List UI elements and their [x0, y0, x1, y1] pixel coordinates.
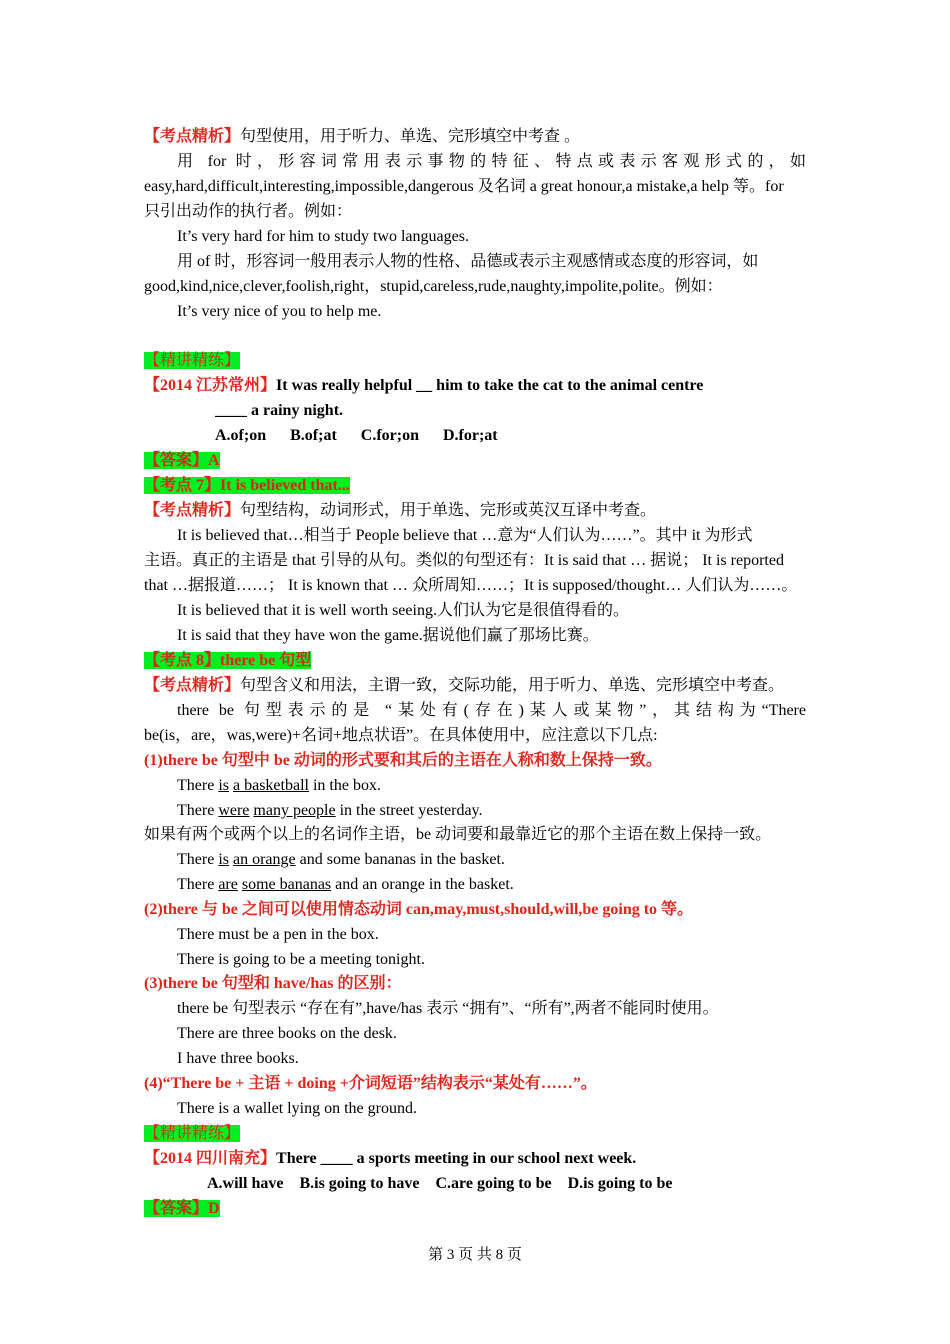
- ex1-option-a: A.of;on: [215, 427, 267, 444]
- k8-point-2: (2)there 与 be 之间可以使用情态动词 can,may,must,should,will,be going to 等。: [144, 901, 694, 918]
- k7-title: [144, 477, 350, 494]
- ex1-option-c: C.for;on: [360, 427, 419, 444]
- k8-point-1: (1)there be 句型中 be 动词的形式要和其后的主语在人称和数上保持一致。: [144, 752, 662, 769]
- k8-example-2: [177, 798, 806, 823]
- ex2-answer: [144, 1200, 220, 1217]
- k8-example-2-a: There: [177, 802, 219, 819]
- k8-example-6: There is going to be a meeting tonight.: [177, 951, 425, 968]
- ex1-option-b: B.of;at: [290, 427, 337, 444]
- k7-example-2: It is said that they have won the game.据说他们赢了那场比赛。: [177, 627, 599, 644]
- k8-example-4-rest: and an orange in the basket.: [331, 876, 514, 893]
- s1-line-4: 只引出动作的执行者。例如：: [144, 203, 353, 220]
- k8-title-line: [144, 648, 806, 673]
- s1-example-2: It’s very nice of you to help me.: [177, 303, 382, 320]
- k8-example-7: there be 句型表示 “存在有”,have/has 表示 “拥有”、“所有”,两者不能同时使用。: [177, 1000, 719, 1017]
- ex1-header-line: [144, 348, 806, 373]
- k7-line-3: that …据报道……； It is known that … 众所周知……；It is supposed/thought… 人们认为……。: [144, 577, 798, 594]
- k7-title-tag: 【考点 7】: [144, 477, 221, 494]
- k7-analysis-text: 句型结构，动词形式，用于单选、完形或英汉互译中考查。: [240, 502, 657, 519]
- ex2-answer-value: D: [208, 1200, 220, 1217]
- k7-title-line: [144, 473, 806, 498]
- k8-example-4-a: There: [177, 876, 219, 893]
- ex2-option-d: D.is going to be: [567, 1175, 673, 1192]
- ex1-options: [215, 423, 806, 448]
- ex1-source-tag: 【2014 江苏常州】: [144, 377, 277, 394]
- k8-example-2-rest: in the street yesterday.: [335, 802, 483, 819]
- ex2-source-tag: 【2014 四川南充】: [144, 1150, 277, 1167]
- analysis-tag: 【考点精析】: [144, 128, 241, 145]
- ex2-header-line: [144, 1121, 806, 1146]
- s1-line-1: [144, 124, 806, 149]
- s1-line-7: good,kind,nice,clever,foolish,right，stupid,careless,rude,naughty,impolite,polite。例如：: [144, 278, 723, 295]
- s1-line-3: easy,hard,difficult,interesting,impossible,dangerous 及名词 a great honour,a mistake,a help 等。for: [144, 178, 784, 195]
- k8-note: 如果有两个或两个以上的名词作主语，be 动词要和最靠近它的那个主语在数上保持一致。: [144, 826, 772, 843]
- k8-analysis-line: [144, 673, 806, 698]
- ex2-question-line: [144, 1146, 806, 1171]
- k8-example-3: [177, 847, 806, 872]
- ex2-option-c: C.are going to be: [435, 1175, 552, 1192]
- k8-example-9: I have three books.: [177, 1050, 299, 1067]
- k8-example-4-verb: are: [218, 876, 238, 893]
- ex2-option-b: B.is going to have: [299, 1175, 420, 1192]
- k8-example-1: [177, 773, 806, 798]
- k8-example-3-a: There: [177, 851, 219, 868]
- k8-example-5: There must be a pen in the box.: [177, 926, 379, 943]
- k8-example-1-subject: a basketball: [232, 777, 309, 794]
- ex1-question-line: [144, 373, 806, 398]
- k8-example-2-verb: were: [218, 802, 250, 819]
- k8-example-10: There is a wallet lying on the ground.: [177, 1100, 417, 1117]
- k8-example-2-subject: many people: [253, 802, 336, 819]
- k8-example-8: There are three books on the desk.: [177, 1025, 397, 1042]
- ex2-options: [207, 1171, 806, 1196]
- k8-line-1: there be 句型表示的是 “某处有(存在)某人或某物”，其结构为“There: [177, 702, 806, 719]
- k7-analysis-tag: 【考点精析】: [144, 502, 241, 519]
- ex2-answer-line: [144, 1196, 806, 1221]
- k8-example-1-verb: is: [218, 777, 229, 794]
- k8-title-tag: 【考点 8】: [144, 652, 221, 669]
- k8-line-2: be(is，are，was,were)+名词+地点状语”。在具体使用中，应注意以下几点:: [144, 727, 658, 744]
- k8-example-3-rest: and some bananas in the basket.: [295, 851, 505, 868]
- k8-example-1-rest: in the box.: [308, 777, 381, 794]
- k8-example-1-a: There: [177, 777, 219, 794]
- ex2-header: 【精讲精练】: [144, 1125, 241, 1142]
- ex2-answer-tag: 【答案】: [144, 1200, 209, 1217]
- k8-example-4-subject: some bananas: [241, 876, 332, 893]
- ex1-answer-line: [144, 448, 806, 473]
- s1-example-1: It’s very hard for him to study two languages.: [177, 228, 469, 245]
- k8-title: [144, 652, 311, 669]
- k8-example-4: [177, 872, 806, 897]
- s1-line-6: 用 of 时，形容词一般用表示人物的性格、品德或表示主观感情或态度的形容词，如: [177, 253, 759, 270]
- k8-title-text: there be 句型: [220, 652, 312, 669]
- k8-analysis-text: 句型含义和用法，主谓一致，交际功能，用于听力、单选、完形填空中考查。: [240, 677, 785, 694]
- page-footer: 第 3 页 共 8 页: [428, 1247, 522, 1263]
- s1-line-2: 用 for 时，形容词常用表示事物的特征、特点或表示客观形式的，如: [177, 153, 806, 170]
- k8-example-3-verb: is: [218, 851, 229, 868]
- ex2-question: There ____ a sports meeting in our school next week.: [276, 1150, 637, 1167]
- ex2-option-a: A.will have: [207, 1175, 284, 1192]
- ex1-question: It was really helpful __ him to take the cat to the animal centre: [276, 377, 704, 394]
- ex1-answer: [144, 452, 220, 469]
- k8-analysis-tag: 【考点精析】: [144, 677, 241, 694]
- ex1-answer-tag: 【答案】: [144, 452, 209, 469]
- k8-example-3-subject: an orange: [232, 851, 296, 868]
- k7-analysis-line: [144, 498, 806, 523]
- k7-line-1: It is believed that…相当于 People believe that …意为“人们认为……”。其中 it 为形式: [177, 527, 753, 544]
- ex1-answer-value: A: [208, 452, 220, 469]
- analysis-text: 句型使用，用于听力、单选、完形填空中考查 。: [240, 128, 581, 145]
- k8-point-3: (3)there be 句型和 have/has 的区别：: [144, 975, 402, 992]
- ex1-option-d: D.for;at: [442, 427, 498, 444]
- k7-example-1: It is believed that it is well worth seeing.人们认为它是很值得看的。: [177, 602, 629, 619]
- ex1-question-cont: ____ a rainy night.: [215, 402, 344, 419]
- k7-title-text: It is believed that...: [220, 477, 350, 494]
- k7-line-2: 主语。真正的主语是 that 引导的从句。类似的句型还有：It is said that … 据说； It is reported: [144, 552, 784, 569]
- ex1-header: 【精讲精练】: [144, 352, 241, 369]
- k8-point-4: (4)“There be + 主语 + doing +介词短语”结构表示“某处有……”。: [144, 1075, 597, 1092]
